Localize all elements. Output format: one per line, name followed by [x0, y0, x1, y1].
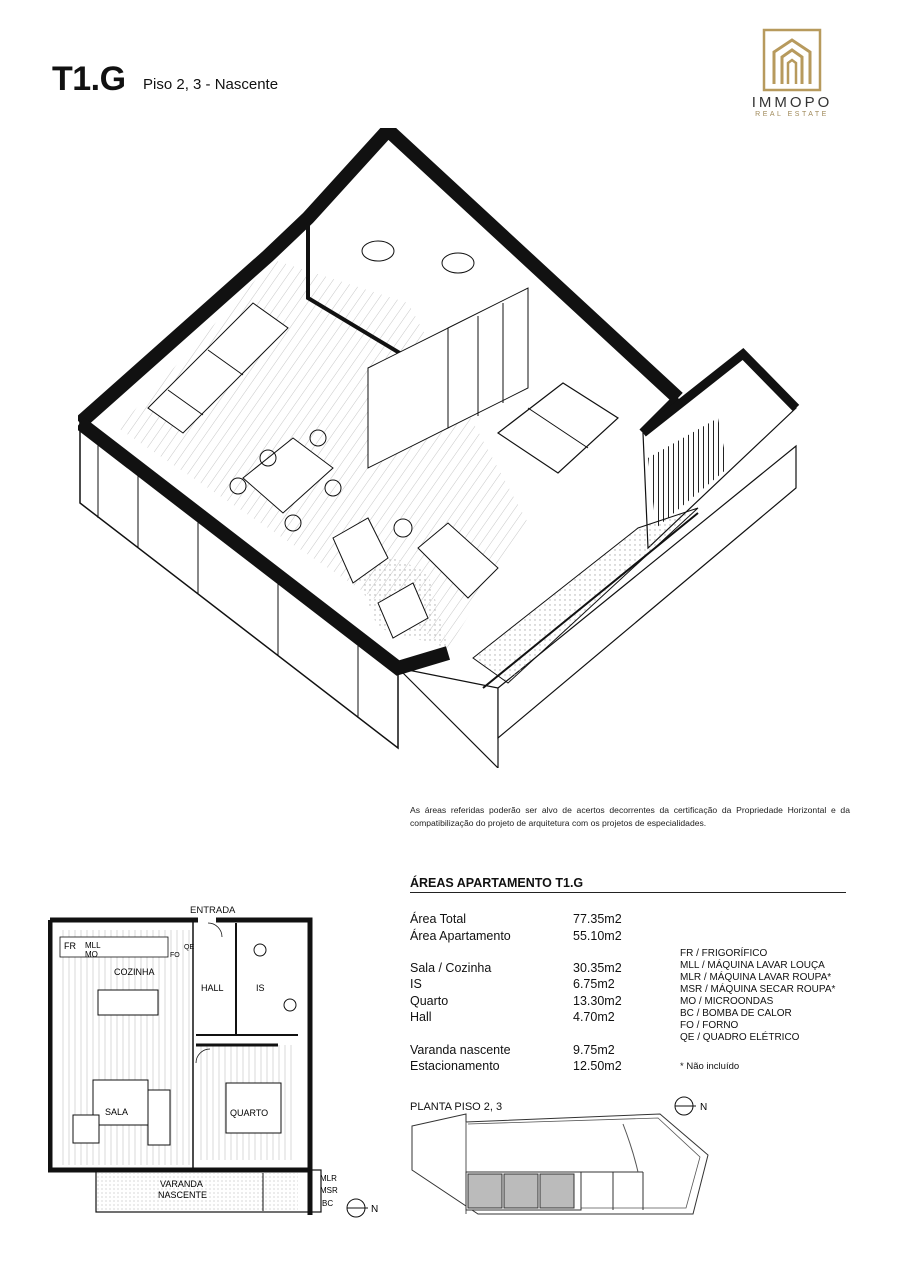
legend-item: MLR / MÁQUINA LAVAR ROUPA* [680, 972, 832, 983]
area-row [410, 993, 622, 1009]
hall-label: HALL [201, 983, 224, 993]
logo-tagline: REAL ESTATE [755, 111, 829, 118]
area-row [410, 1042, 615, 1058]
site-plan-label: PLANTA PISO 2, 3 [410, 1101, 503, 1113]
north-compass-icon [344, 1196, 384, 1220]
area-label: Varanda nascente [410, 1043, 511, 1057]
bedroom-label: QUARTO [230, 1108, 269, 1118]
area-row [410, 1058, 622, 1074]
area-row [410, 976, 615, 992]
area-label: Área Total [410, 912, 467, 926]
dryer-label: MSR [320, 1186, 338, 1195]
legend-item: MSR / MÁQUINA SECAR ROUPA* [680, 984, 836, 995]
company-logo [744, 28, 840, 143]
legend-item: BC / BOMBA DE CALOR [680, 1008, 792, 1019]
logo-brand: IMMOPO [751, 94, 833, 111]
area-value: 77.35m2 [573, 912, 622, 926]
legend-item: MO / MICROONDAS [680, 996, 774, 1007]
heat-pump-label: BC [322, 1199, 334, 1208]
area-value: 9.75m2 [573, 1043, 615, 1057]
kitchen-label: COZINHA [114, 967, 155, 977]
washer-label: MLR [320, 1174, 337, 1183]
area-value: 13.30m2 [573, 994, 622, 1008]
dishwasher-label: MLL [85, 941, 101, 950]
isometric-floorplan-render [78, 128, 808, 768]
area-row [410, 960, 622, 976]
svg-text:N: N [700, 1102, 708, 1113]
legend-item: MLL / MÁQUINA LAVAR LOUÇA [680, 960, 825, 971]
oven-label: FO [170, 952, 180, 959]
living-room-label: SALA [105, 1107, 129, 1117]
area-label: Área Apartamento [410, 929, 511, 943]
area-disclaimer: As áreas referidas poderão ser alvo de acertos decorrentes da certificação da Propriedade Horizontal e da compatibilização do projeto de arquitetura com os projetos de especialidades. [410, 805, 850, 828]
area-label: Estacionamento [410, 1059, 500, 1073]
microwave-label: MO [85, 950, 98, 959]
area-row [410, 928, 622, 944]
area-label: Quarto [410, 994, 449, 1008]
area-label: Sala / Cozinha [410, 961, 492, 975]
legend-item: FO / FORNO [680, 1020, 739, 1031]
area-value: 55.10m2 [573, 929, 622, 943]
2d-floorplan [48, 915, 348, 1215]
fridge-label: FR [64, 941, 76, 951]
balcony-label-line2: NASCENTE [158, 1190, 208, 1200]
area-value: 12.50m2 [573, 1059, 622, 1073]
unit-code: T1.G [52, 60, 126, 98]
balcony-label-line1: VARANDA [160, 1179, 203, 1189]
unit-subtitle: Piso 2, 3 - Nascente [143, 76, 279, 93]
logo-mark-icon [762, 28, 822, 92]
svg-text:N: N [371, 1204, 379, 1215]
panel-label: QE [184, 944, 195, 951]
area-value: 30.35m2 [573, 961, 622, 975]
area-row [410, 911, 622, 927]
legend-item: QE / QUADRO ELÉTRICO [680, 1032, 800, 1043]
area-value: 4.70m2 [573, 1010, 615, 1024]
areas-title: ÁREAS APARTAMENTO T1.G [410, 876, 584, 890]
area-label: Hall [410, 1010, 432, 1024]
entrance-label: ENTRADA [190, 905, 236, 916]
area-row [410, 1009, 615, 1025]
area-value: 6.75m2 [573, 977, 615, 991]
floor-site-plan [408, 1110, 720, 1222]
area-label: IS [410, 977, 422, 991]
bathroom-label: IS [256, 983, 265, 993]
legend-item: FR / FRIGORÍFICO [680, 948, 768, 959]
not-included-note: * Não incluído [680, 1061, 740, 1072]
areas-divider [410, 892, 846, 893]
